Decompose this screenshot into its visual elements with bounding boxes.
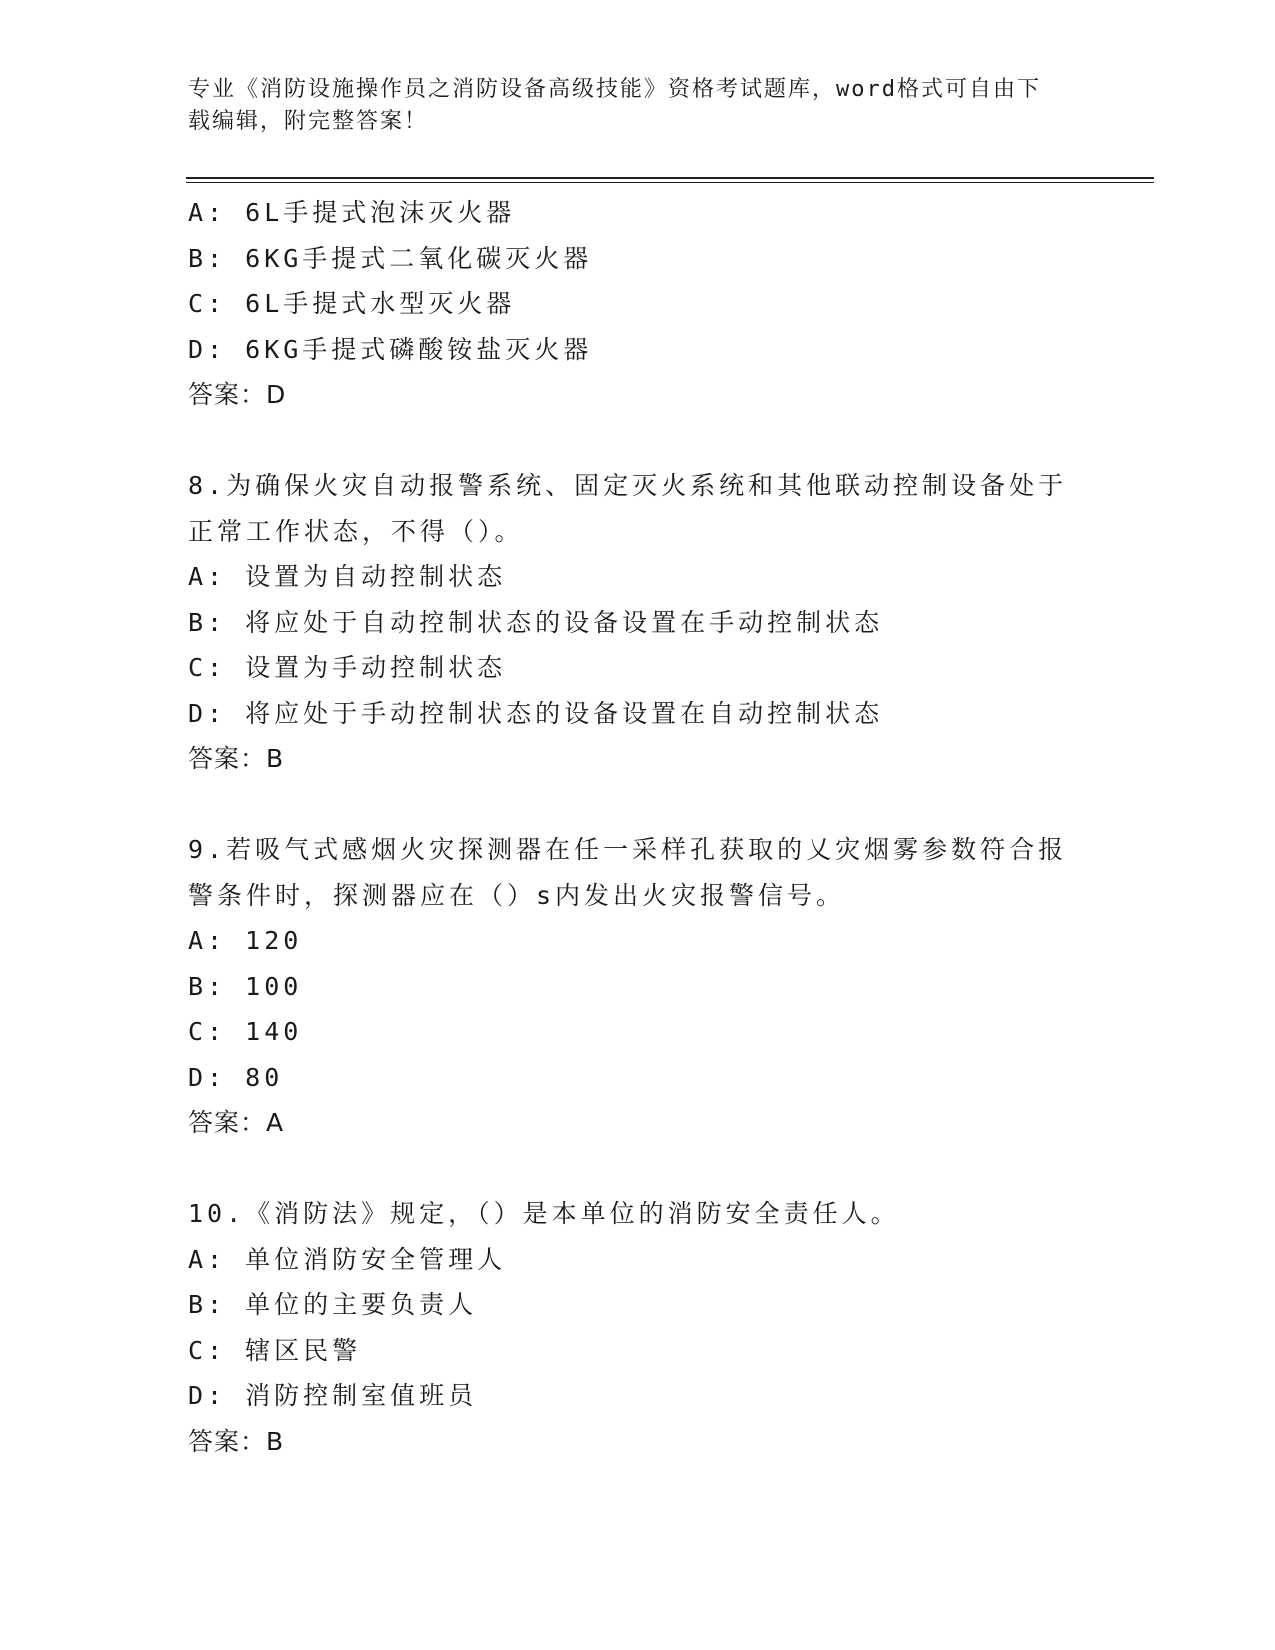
option-c: C: 6L手提式水型灭火器 (188, 289, 516, 318)
question-8 (188, 463, 1088, 782)
spacer (188, 1146, 1088, 1192)
header-divider-thin (186, 182, 1154, 183)
option-d: D: 将应处于手动控制状态的设备设置在自动控制状态 (188, 698, 884, 728)
option-a: A: 6L手提式泡沫灭火器 (188, 198, 516, 227)
option-d: D: 6KG手提式磷酸铵盐灭火器 (188, 334, 593, 364)
spacer (188, 782, 1088, 828)
option-b: B: 单位的主要负责人 (188, 1290, 478, 1319)
spacer (188, 418, 1088, 464)
option-a: A: 设置为自动控制状态 (188, 562, 507, 591)
option-a: A: 单位消防安全管理人 (188, 1244, 507, 1274)
option-d: D: 消防控制室值班员 (188, 1381, 478, 1410)
question-list (188, 190, 1088, 1464)
option-b: B: 100 (188, 971, 303, 1001)
option-d: D: 80 (188, 1062, 284, 1092)
question-stem-line-2: 正常工作状态，不得（）。 (188, 516, 524, 546)
option-b: B: 将应处于自动控制状态的设备设置在手动控制状态 (188, 607, 884, 637)
answer: 答案：A (188, 1108, 285, 1137)
document-header (188, 74, 1078, 138)
question-9 (188, 827, 1088, 1146)
question-stem-line-1: 8.为确保火灾自动报警系统、固定灭火系统和其他联动控制设备处于 (188, 471, 1068, 500)
question-stem-line-1: 9.若吸气式感烟火灾探测器在任一采样孔获取的乂灾烟雾参数符合报 (188, 835, 1068, 864)
option-a: A: 120 (188, 926, 303, 955)
answer: 答案：D (188, 380, 287, 409)
option-c: C: 140 (188, 1017, 303, 1046)
header-line-2: 载编辑，附完整答案！ (188, 109, 429, 134)
option-c: C: 辖区民警 (188, 1335, 362, 1365)
header-line-1: 专业《消防设施操作员之消防设备高级技能》资格考试题库，word格式可自由下 (188, 77, 1041, 102)
question-7 (188, 190, 1088, 418)
question-stem-line-2: 警条件时，探测器应在（）s内发出火灾报警信号。 (188, 880, 846, 910)
option-b: B: 6KG手提式二氧化碳灭火器 (188, 243, 593, 273)
option-c: C: 设置为手动控制状态 (188, 653, 507, 682)
question-stem-line-1: 10.《消防法》规定，（）是本单位的消防安全责任人。 (188, 1199, 900, 1228)
answer: 答案：B (188, 744, 285, 773)
answer: 答案：B (188, 1426, 285, 1456)
question-10 (188, 1191, 1088, 1464)
header-divider-thick (186, 177, 1154, 179)
